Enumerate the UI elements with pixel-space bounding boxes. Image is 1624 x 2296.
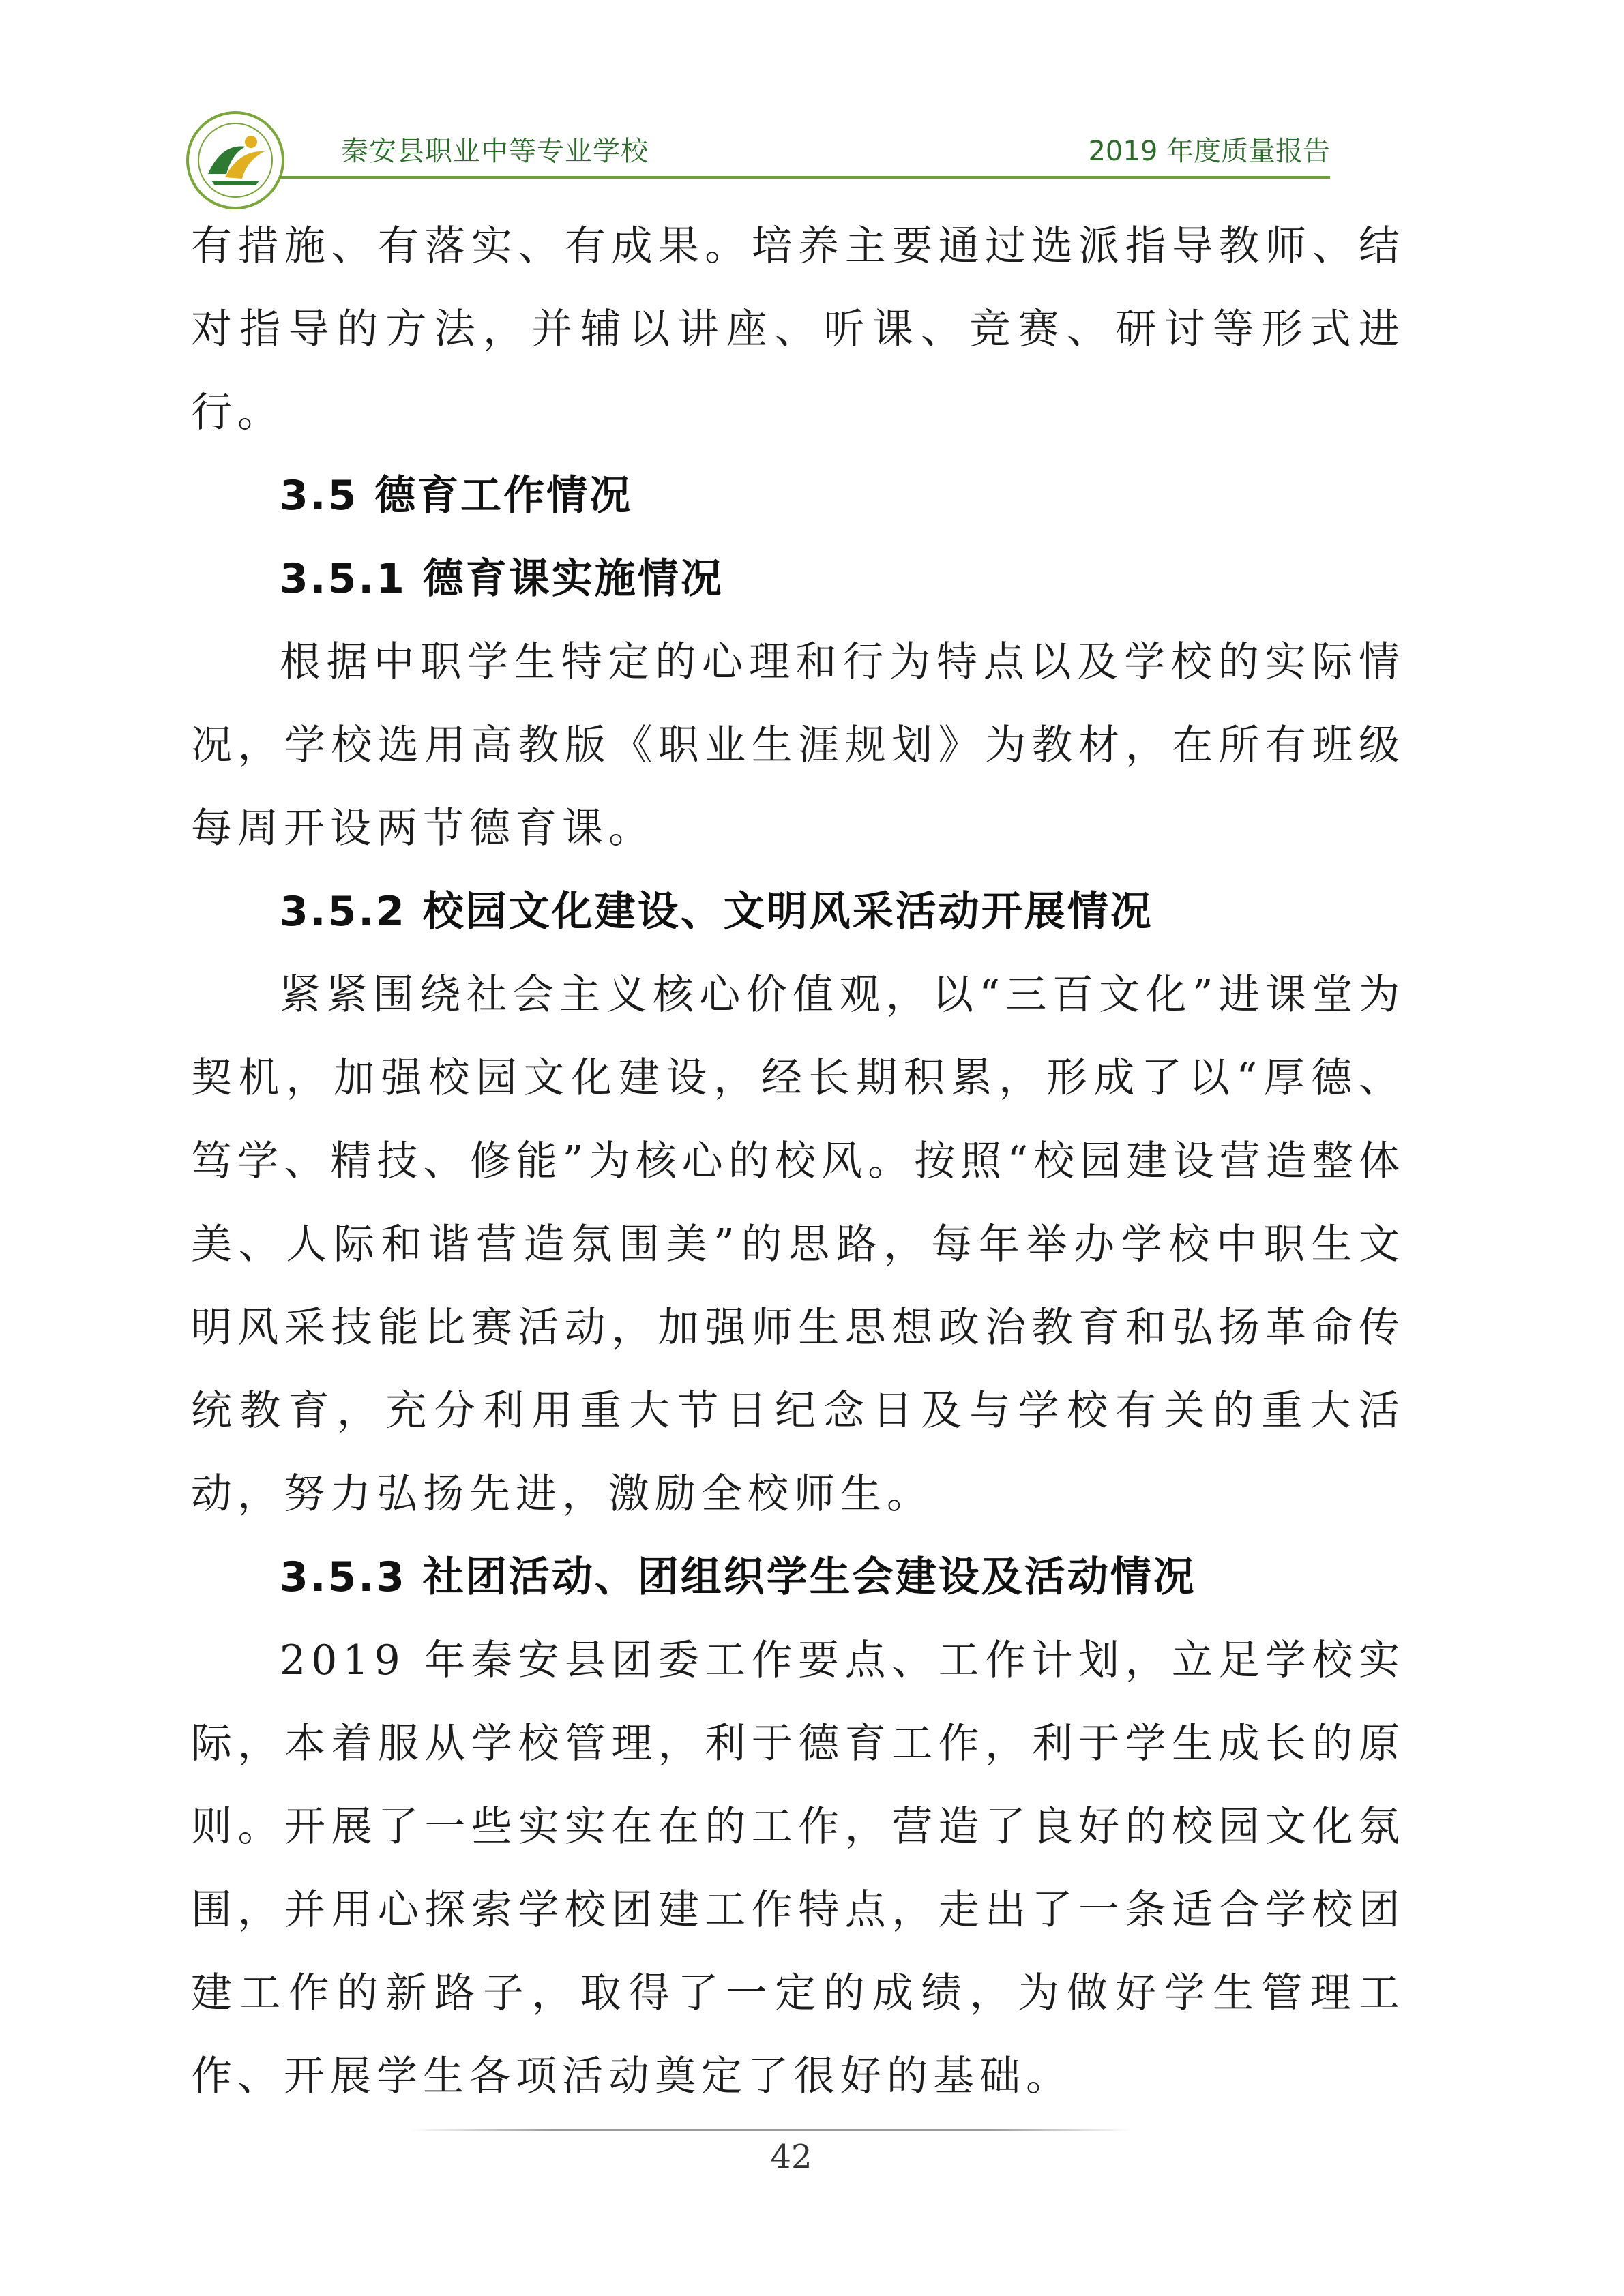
paragraph-continued: 有措施、有落实、有成果。培养主要通过选派指导教师、结对指导的方法，并辅以讲座、听课、竞赛、研讨等形式进行。 bbox=[191, 222, 1405, 436]
document-body bbox=[191, 205, 1405, 2118]
page-number: 42 bbox=[770, 2138, 812, 2176]
header-divider bbox=[280, 176, 1330, 179]
paragraph-club-activities: 2019 年秦安县团委工作要点、工作计划，立足学校实际，本着服从学校管理，利于德育工作，利于学生成长的原则。开展了一些实实在在的工作，营造了良好的校园文化氛围，并用心探索学校团建工作特点，走出了一条适合学校团建工作的新路子，取得了一定的成绩，为做好学生管理工作、开展学生各项活动奠定了很好的基础。 bbox=[191, 1637, 1405, 2100]
school-name: 秦安县职业中等专业学校 bbox=[341, 136, 649, 167]
report-title: 2019 年度质量报告 bbox=[1088, 136, 1330, 167]
page-header bbox=[184, 109, 1330, 184]
paragraph-campus-culture: 紧紧围绕社会主义核心价值观，以“三百文化”进课堂为契机，加强校园文化建设，经长期积累，形成了以“厚德、笃学、精技、修能”为核心的校风。按照“校园建设营造整体美、人际和谐营造氛围美”的思路，每年举办学校中职生文明风采技能比赛活动，加强师生思想政治教育和弘扬革命传统教育，充分利用重大节日纪念日及与学校有关的重大活动，努力弘扬先进，激励全校师生。 bbox=[191, 971, 1405, 1518]
footer-divider bbox=[409, 2129, 1132, 2131]
section-heading-3-5: 3.5 德育工作情况 bbox=[280, 472, 633, 520]
section-heading-3-5-1: 3.5.1 德育课实施情况 bbox=[280, 555, 724, 603]
paragraph-moral-courses: 根据中职学生特定的心理和行为特点以及学校的实际情况，学校选用高教版《职业生涯规划》为教材，在所有班级每周开设两节德育课。 bbox=[191, 638, 1405, 852]
section-heading-3-5-2: 3.5.2 校园文化建设、文明风采活动开展情况 bbox=[280, 888, 1153, 936]
school-emblem-icon bbox=[184, 109, 286, 211]
section-heading-3-5-3: 3.5.3 社团活动、团组织学生会建设及活动情况 bbox=[280, 1553, 1196, 1601]
